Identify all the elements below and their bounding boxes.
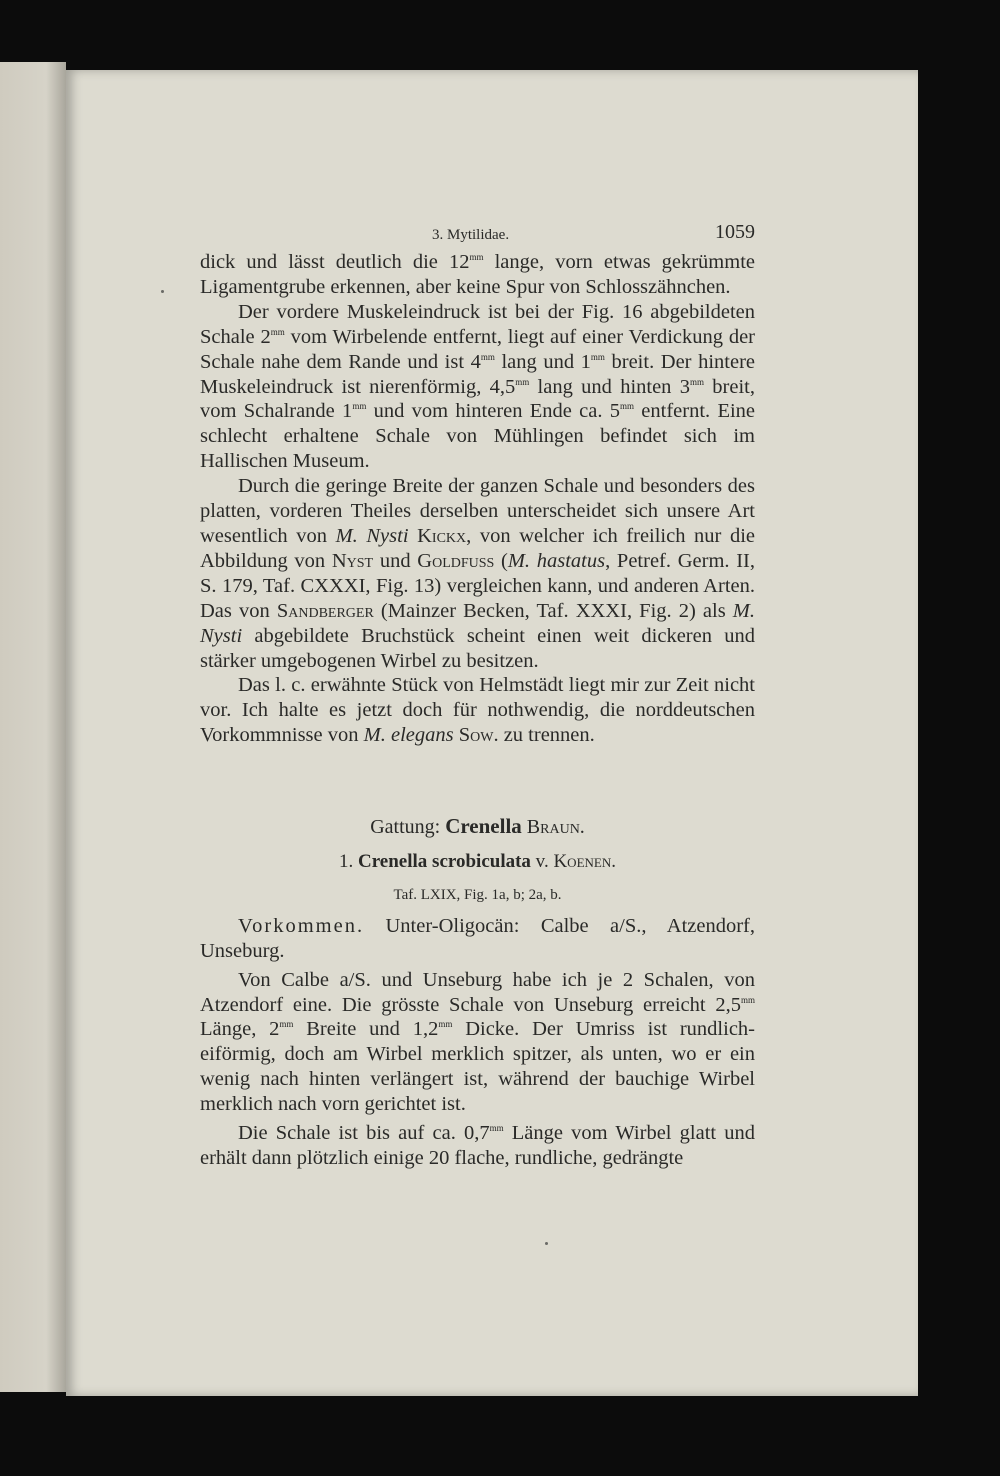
author-name: Sow. (458, 724, 499, 747)
text-run: Der vordere Muskeleindruck ist bei der Fig. 16 abgebildeten Schale 2 (200, 300, 755, 348)
paragraph-6 (200, 1121, 755, 1171)
text-run: breit. Der hintere Muskeleindruck ist nierenförmig, 4,5 (200, 350, 755, 398)
genus-label: Gattung: (370, 816, 446, 839)
genus-heading (200, 814, 755, 840)
text-run: breit, vom Schalrande 1 (200, 375, 755, 423)
paragraph-2 (200, 300, 755, 474)
unit-mm: mm (689, 376, 704, 387)
text-run: Länge vom Wirbel glatt und erhält dann plötzlich einige 20 flache, rundliche, gedrängte (200, 1122, 755, 1169)
text-run: zu trennen. (498, 724, 595, 747)
page-speck (545, 1242, 548, 1245)
paragraph-5 (200, 968, 755, 1117)
species-heading (200, 850, 755, 875)
unit-mm: mm (590, 351, 605, 362)
species-name: M. Nysti (335, 524, 409, 547)
text-run: , von welcher ich freilich nur die Abbildung von (200, 524, 756, 572)
unit-mm: mm (480, 351, 495, 362)
text-run: lang und hinten 3 (529, 375, 690, 398)
unit-mm: mm (279, 1019, 294, 1030)
unit-mm: mm (740, 994, 755, 1005)
plate-reference: Taf. LXIX, Fig. 1a, b; 2a, b. (393, 886, 562, 903)
paragraph-3 (200, 474, 755, 673)
occurrence-paragraph (200, 914, 755, 964)
unit-mm: mm (469, 252, 484, 262)
text-run: v. (530, 851, 554, 873)
text-run: entfernt. Eine schlecht erhaltene Schale von Mühlingen befindet sich im Hallischen Museum. (200, 400, 756, 473)
text-run: und (373, 549, 418, 572)
text-run: Von Calbe a/S. und Unseburg habe ich je 2 Schalen, von Atzendorf eine. Die grösste Schale von Unseburg erreicht 2,5 (200, 968, 755, 1016)
text-run: abgebildete Bruchstück scheint einen weit dickeren und stärker umgebogenen Wirbel zu besitzen. (200, 624, 755, 672)
text-run: Breite und 1,2 (293, 1018, 439, 1041)
text-run: (Mainzer Becken, Taf. XXXI, Fig. 2) als (373, 599, 733, 622)
text-run: Das l. c. erwähnte Stück von Helmstädt liegt mir zur Zeit nicht vor. Ich halte es jetzt doch für nothwendig, die norddeutschen Vorkommnisse von (200, 674, 755, 747)
section-title: 3. Mytilidae. (432, 227, 510, 243)
text-run: ( (494, 549, 508, 572)
species-name: M. hastatus (507, 549, 606, 572)
text-run: Unter-Oligocän: Calbe a/S., Atzendorf, Unseburg. (200, 914, 755, 962)
unit-mm: mm (352, 401, 367, 412)
paragraph-4 (200, 673, 755, 748)
previous-page-edge (0, 62, 66, 1392)
author-name: Kickx (417, 524, 467, 547)
text-run: Durch die geringe Breite der ganzen Schale und besonders des platten, vorderen Theiles derselben unterscheidet sich unsere Art wesentlich von (200, 475, 755, 547)
text-run: Die Schale ist bis auf ca. 0,7 (238, 1122, 490, 1145)
unit-mm: mm (620, 401, 635, 412)
text-run: Dicke. Der Umriss ist rundlich-eiförmig, doch am Wirbel merklich spitzer, als unten, wo er ein wenig nach hinten verlängert ist, während der bauchige Wirbel merklich nach vorn gerichtet ist. (200, 1018, 755, 1116)
author-name: Nyst (331, 549, 374, 572)
text-run: Länge, 2 (200, 1018, 280, 1041)
text-run: lange, vorn etwas gekrümmte Ligamentgrube erkennen, aber keine Spur von Schlosszähnchen. (200, 251, 755, 298)
page-text (200, 220, 755, 1171)
species-number: 1. (339, 851, 358, 873)
genus-name: Crenella (445, 814, 522, 839)
unit-mm: mm (270, 326, 285, 337)
unit-mm: mm (515, 376, 530, 387)
author-name: Goldfuss (417, 549, 495, 572)
paragraph-1 (200, 250, 755, 300)
text-run: dick und lässt deutlich die 12 (200, 251, 470, 273)
page-speck (161, 290, 164, 293)
occurrence-label: Vorkommen. (238, 914, 365, 937)
genus-author: Braun. (526, 816, 585, 839)
text-run: vom Wirbelende entfernt, liegt auf einer Verdickung der Schale nahe dem Rande und ist 4 (200, 325, 755, 373)
author-name: Sandberger (276, 599, 374, 622)
text-run: , Petref. Germ. II, S. 179, Taf. CXXXI, Fig. 13) vergleichen kann, und anderen Arten. Das von (200, 549, 755, 622)
text-run: lang und 1 (494, 350, 591, 373)
species-name: M. elegans (363, 724, 454, 747)
species-title: Crenella scrobiculata (358, 851, 531, 873)
running-header (200, 220, 755, 250)
species-name: M. Nysti (200, 599, 755, 647)
page-number: 1059 (715, 221, 755, 243)
text-run: und vom hinteren Ende ca. 5 (366, 400, 621, 423)
unit-mm: mm (489, 1123, 504, 1134)
unit-mm: mm (438, 1019, 453, 1030)
species-author: Koenen. (553, 851, 616, 873)
